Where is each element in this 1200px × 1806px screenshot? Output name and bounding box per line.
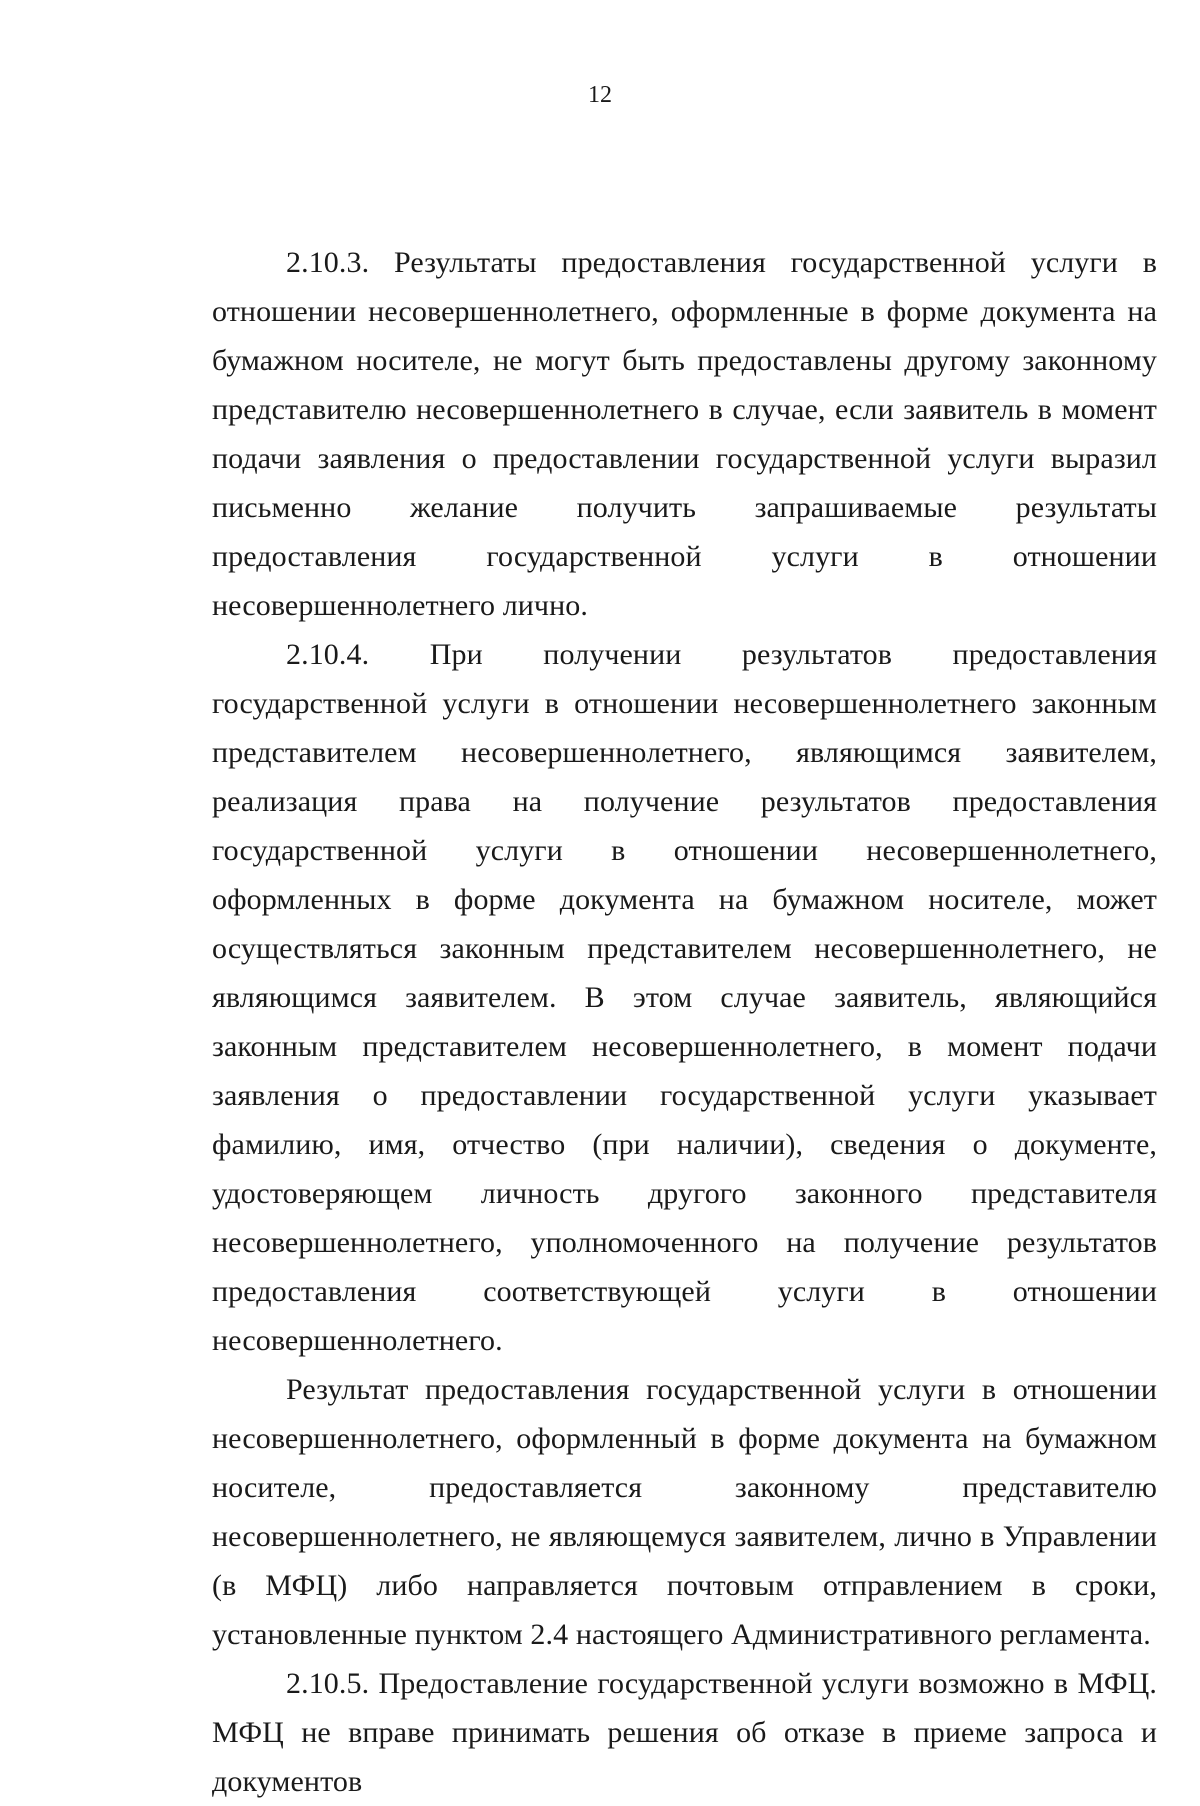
paragraph-2-10-4: 2.10.4. При получении результатов предоставления государственной услуги в отношении несовершеннолетнего законным представителем несовершеннолетнего, являющимся заявителем, реализация права на получение результатов предоставления государственной услуги в отношении несовершеннолетнего, оформленных в форме документа на бумажном носителе, может осуществляться законным представителем несовершеннолетнего, не являющимся заявителем. В этом случае заявитель, являющийся законным представителем несовершеннолетнего, в момент подачи заявления о предоставлении государственной услуги указывает фамилию, имя, отчество (при наличии), сведения о документе, удостоверяющем личность другого законного представителя несовершеннолетнего, уполномоченного на получение результатов предоставления соответствующей услуги в отношении несовершеннолетнего. [212,638,1157,1357]
page-number: 12 [588,82,612,108]
document-body [212,238,1157,1806]
paragraph-result-delivery: Результат предоставления государственной услуги в отношении несовершеннолетнего, оформленный в форме документа на бумажном носителе, предоставляется законному представителю несовершеннолетнего, не являющемуся заявителем, лично в Управлении (в МФЦ) либо направляется почтовым отправлением в сроки, установленные пунктом 2.4 настоящего Административного регламента. [212,1373,1157,1651]
paragraph-2-10-5: 2.10.5. Предоставление государственной услуги возможно в МФЦ. МФЦ не вправе принимать решения об отказе в приеме запроса и документов [212,1667,1157,1798]
paragraph-2-10-3: 2.10.3. Результаты предоставления государственной услуги в отношении несовершеннолетнего, оформленные в форме документа на бумажном носителе, не могут быть предоставлены другому законному представителю несовершеннолетнего в случае, если заявитель в момент подачи заявления о предоставлении государственной услуги выразил письменно желание получить запрашиваемые результаты предоставления государственной услуги в отношении несовершеннолетнего лично. [212,246,1157,622]
